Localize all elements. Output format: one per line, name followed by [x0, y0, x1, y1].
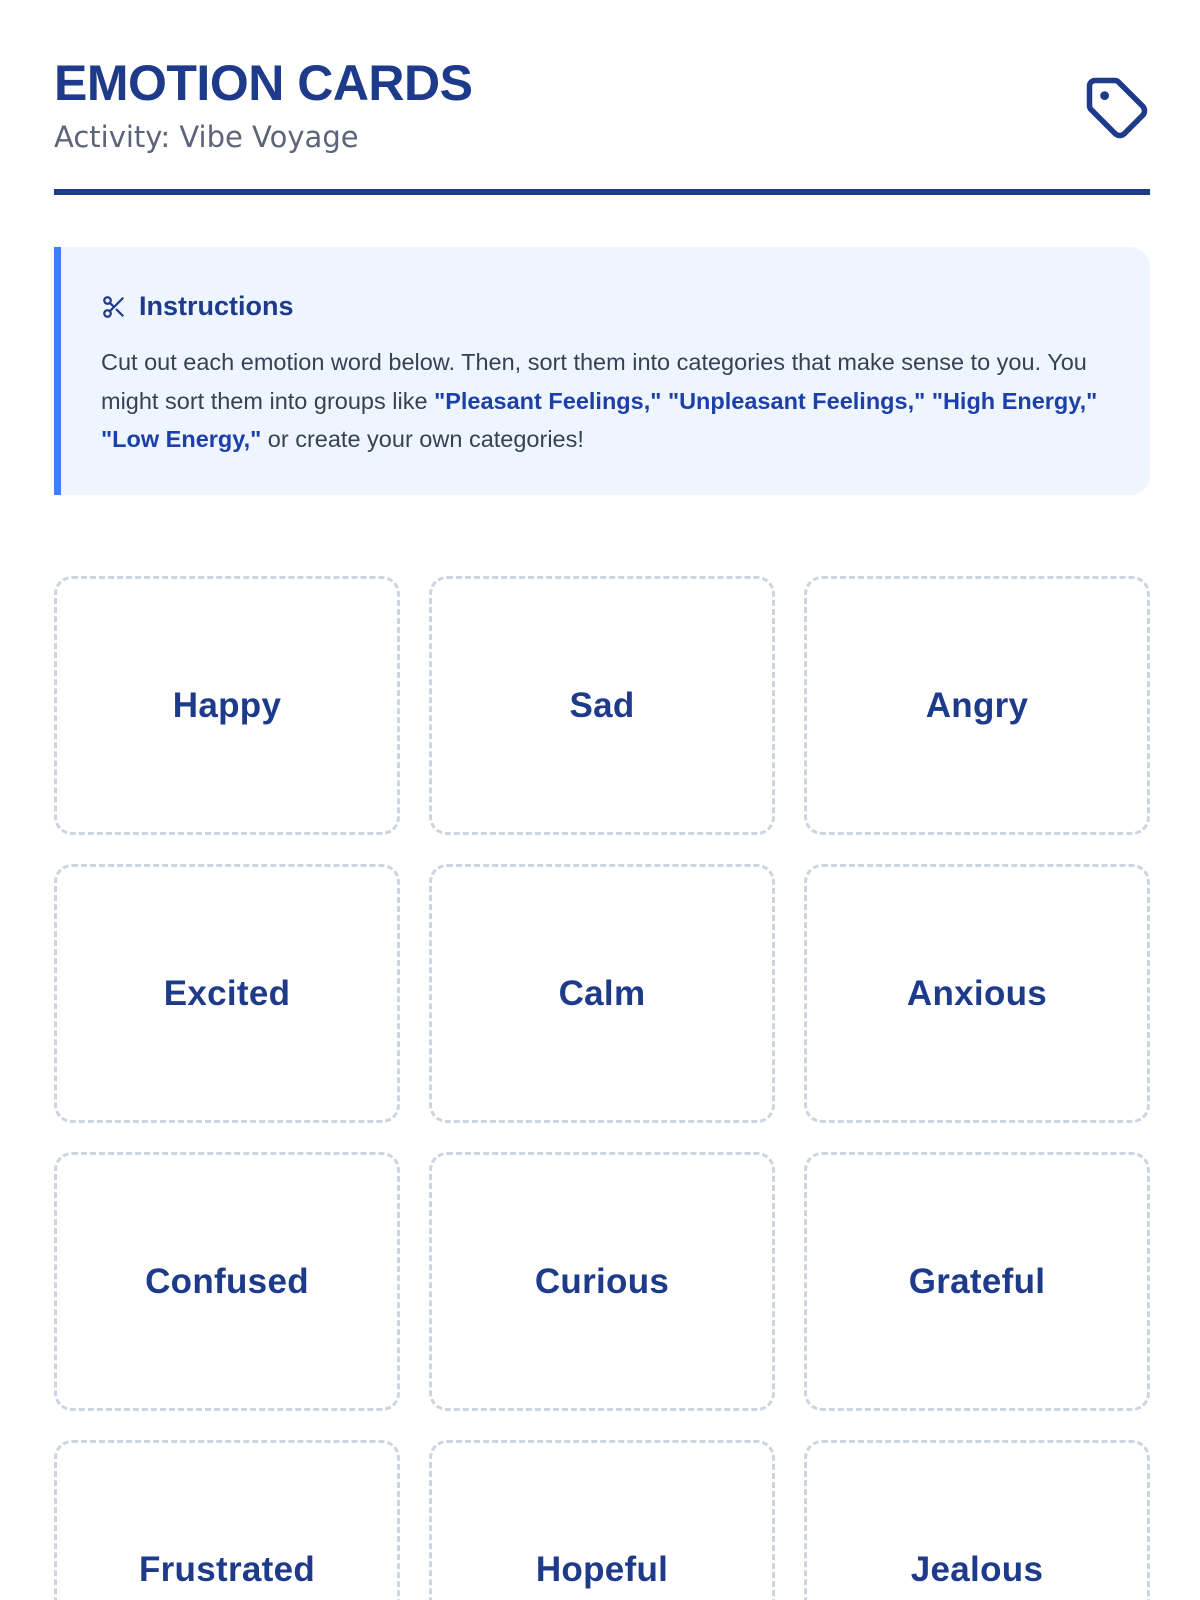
instructions-text-part: Cut out each emotion word below. Then, sort them into categories that make sense to you. You might sort them into groups like: [101, 349, 1087, 414]
emotion-card: [54, 1440, 400, 1600]
emotion-card: [804, 864, 1150, 1123]
emotion-card: [429, 1440, 775, 1600]
emotion-card: [54, 1152, 400, 1411]
category-example: "Low Energy,": [101, 426, 262, 452]
emotion-card: [429, 576, 775, 835]
emotion-word: Frustrated: [138, 1549, 316, 1589]
emotion-card: [54, 864, 400, 1123]
page-header: [54, 0, 1150, 195]
emotion-word: Confused: [145, 1261, 309, 1301]
emotion-word: Hopeful: [535, 1549, 669, 1589]
page-title: EMOTION CARDS: [54, 55, 473, 111]
emotion-word: Angry: [925, 685, 1029, 725]
tag-icon: [1084, 75, 1150, 141]
emotion-card: [54, 576, 400, 835]
emotion-word: Curious: [534, 1261, 670, 1301]
category-example: "Unpleasant Feelings,": [667, 387, 926, 414]
emotion-card: [429, 864, 775, 1123]
instructions-panel: [54, 247, 1150, 495]
emotion-word: Grateful: [908, 1261, 1046, 1301]
emotion-word: Anxious: [906, 973, 1048, 1013]
emotion-card-grid: [54, 576, 1150, 1600]
activity-subtitle: Activity: Vibe Voyage: [54, 120, 359, 154]
instructions-title: Instructions: [139, 291, 294, 321]
emotion-card: [804, 1440, 1150, 1600]
emotion-word: Sad: [569, 685, 635, 725]
category-example: "High Energy,": [931, 387, 1098, 414]
emotion-card: [429, 1152, 775, 1411]
emotion-word: Excited: [163, 973, 291, 1013]
emotion-card: [804, 1152, 1150, 1411]
category-example: "Pleasant Feelings,": [434, 387, 662, 414]
emotion-word: Jealous: [910, 1549, 1044, 1589]
instructions-text: [101, 343, 1131, 459]
worksheet-page: [54, 0, 1150, 1600]
instructions-heading: [101, 291, 294, 322]
emotion-word: Happy: [172, 685, 282, 725]
emotion-word: Calm: [558, 973, 646, 1013]
scissors-icon: [101, 294, 127, 320]
instructions-text-part: or create your own categories!: [261, 426, 584, 452]
emotion-card: [804, 576, 1150, 835]
